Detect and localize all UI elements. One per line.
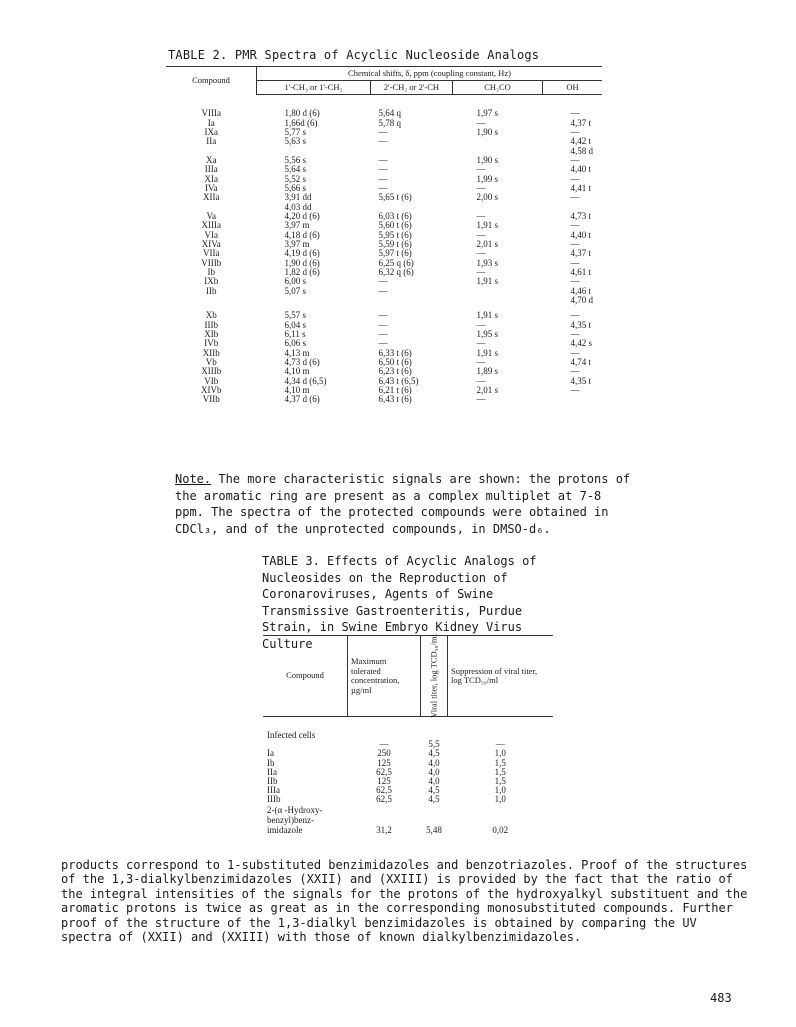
table-row — [263, 740, 553, 749]
t2-col3-cell: 1,90 s — [476, 126, 499, 137]
t3-titer-cell: 5,5 — [428, 739, 440, 750]
t3-suppression-cell: 1,5 — [494, 776, 506, 787]
t2-header-col3: CH₃CO — [453, 81, 543, 95]
t2-col4-cell: — — [570, 192, 580, 203]
t2-col4-cell: 4,61 t — [570, 267, 592, 278]
t3-header-titer — [421, 636, 448, 717]
t3-mtc-cell: — — [379, 739, 389, 750]
t2-col2-cell: 6,43 t (6,5) — [378, 375, 419, 386]
t3-mtc-cell: 62,5 — [376, 785, 392, 796]
t2-col2-cell: 6,50 t (6) — [378, 357, 412, 368]
t3-mtc-cell — [348, 805, 421, 815]
t2-col4-cell: — — [570, 366, 580, 377]
table-row — [166, 137, 602, 146]
t3-mtc-cell: 62,5 — [376, 794, 392, 805]
body-paragraph: products correspond to 1-substituted benzimidazoles and benzotriazoles. Proof of the structures of the 1,3-dialkylbenzimidazoles (XXII) and (XXIII) is provided by the fact that the ratio of the integral intensities of the signals for the protons of the hydroxyalkyl substituent and the aromatic protons is twice as great as in the corresponding monosubstituted compounds. Further proof of the structure of the 1,3-dialkyl benzimidazoles is obtained by comparing the UV spectra of (XXII) and (XXIII) with those of known dialkylbenzimidazoles. — [61, 858, 748, 945]
t2-col4-cell: 4,74 t — [570, 357, 592, 368]
t3-suppression-cell: 1,0 — [494, 785, 506, 796]
pmr-spectra-table — [166, 66, 602, 405]
t2-col2-cell: — — [378, 182, 388, 193]
table-row — [263, 717, 553, 741]
t2-col2-cell: 5,59 t (6) — [378, 238, 412, 249]
t2-col3-cell: — — [476, 357, 486, 368]
t2-col1-cell: 4,19 d (6) — [284, 248, 320, 259]
t2-col1-cell: 5,66 s — [284, 182, 307, 193]
t2-col3-cell: 1,99 s — [476, 173, 499, 184]
t2-compound-cell: XIIIb — [201, 366, 222, 377]
t3-titer-cell: 4,5 — [428, 785, 440, 796]
t2-col3-cell: 1,91 s — [476, 276, 499, 287]
t2-col3-cell: 1,97 s — [476, 108, 499, 119]
t2-col4-cell: 4,46 t — [570, 285, 592, 296]
t2-col4-cell: — — [570, 238, 580, 249]
t2-col1-cell: 4,20 d (6) — [284, 210, 320, 221]
t2-col3-cell: — — [476, 394, 486, 405]
t3-titer-cell: 4,5 — [428, 748, 440, 759]
t2-col1-cell: 1,90 d (6) — [284, 257, 320, 268]
t3-mtc-cell: 125 — [377, 757, 391, 768]
t3-titer-cell — [421, 815, 448, 825]
note-label: Note. — [175, 472, 212, 486]
t3-compound-cell: 2-(α -Hydroxy- — [267, 804, 323, 815]
t2-col2-cell: — — [378, 338, 388, 349]
t2-col1-cell: 3,97 m — [284, 238, 310, 249]
t2-col4-cell: — — [570, 126, 580, 137]
t2-col1-cell: 6,06 s — [284, 338, 307, 349]
t2-col3-cell: 1,91 s — [476, 220, 499, 231]
t2-col3-cell — [453, 296, 543, 305]
t2-compound-cell: IXa — [204, 126, 218, 137]
t2-col2-cell: 5,64 q — [378, 108, 401, 119]
t2-col4-cell: — — [570, 257, 580, 268]
t2-col2-cell: 6,32 q (6) — [378, 267, 414, 278]
t2-compound-cell: VIb — [204, 375, 219, 386]
table-row — [263, 805, 553, 815]
t2-col3-cell: — — [476, 319, 486, 330]
t2-col2-cell: 5,65 t (6) — [378, 192, 412, 203]
table-row — [263, 825, 553, 835]
t2-col4-cell: 4,40 t — [570, 164, 592, 175]
t2-col3-cell: 1,91 s — [476, 347, 499, 358]
t2-compound-cell: IXb — [204, 276, 219, 287]
t2-col2-cell: 6,21 t (6) — [378, 385, 412, 396]
t2-col1-cell: 4,10 m — [284, 385, 310, 396]
t2-col1-cell: 4,03 dd — [284, 201, 312, 212]
t2-compound-cell: XIb — [204, 329, 219, 340]
t3-header-compound: Compound — [263, 636, 348, 717]
t2-col2-cell: — — [378, 329, 388, 340]
t2-col3-cell: — — [476, 210, 486, 221]
t2-col1-cell: 5,77 s — [284, 126, 307, 137]
t2-col2-cell: — — [378, 310, 388, 321]
table-row — [263, 795, 553, 804]
table3-caption: TABLE 3. Effects of Acyclic Analogs of Nucleosides on the Reproduction of Coronaroviruses, Agents of Swine Transmissive Gastroenteritis, Purdue Strain, in Swine Embryo Kidney Virus Culture — [262, 554, 537, 651]
t2-compound-cell: Va — [206, 210, 216, 221]
t2-col2-cell: — — [378, 136, 388, 147]
t2-col2-cell: 5,60 t (6) — [378, 220, 412, 231]
t3-titer-cell — [421, 805, 448, 815]
t3-titer-cell: 4,0 — [428, 757, 440, 768]
table-row — [166, 287, 602, 296]
t2-col3-cell — [453, 137, 543, 146]
t2-col4-cell: — — [570, 220, 580, 231]
t2-col2-cell: — — [378, 319, 388, 330]
table-row — [263, 759, 553, 768]
t2-col3-cell: 1,91 s — [476, 310, 499, 321]
t3-suppression-cell: 1,5 — [494, 757, 506, 768]
t2-compound-cell: Vb — [205, 357, 217, 368]
t3-compound-cell: imidazole — [267, 824, 303, 835]
t2-header-col1: 1'-CH₃ or 1'-CH₂ — [257, 81, 371, 95]
table-row — [263, 815, 553, 825]
t2-col1-cell: 4,34 d (6,5) — [284, 375, 327, 386]
t3-suppression-cell — [448, 815, 554, 825]
t2-col4-cell — [543, 395, 603, 404]
t2-compound-cell: Xb — [205, 310, 217, 321]
t3-suppression-cell: — — [495, 739, 505, 750]
t2-col3-cell: 2,01 s — [476, 238, 499, 249]
t2-compound-cell: VIIa — [203, 248, 220, 259]
t2-compound-cell: Ia — [207, 117, 215, 128]
t3-infected-label: Infected cells — [267, 730, 316, 740]
t3-titer-cell: 4,5 — [428, 794, 440, 805]
antiviral-effects-table — [263, 635, 553, 835]
t3-compound-cell: IIIb — [267, 794, 281, 805]
t2-col1-cell: 1,66d (6) — [284, 117, 318, 128]
t2-col4-cell: — — [570, 329, 580, 340]
t2-compound-cell: IIb — [206, 285, 217, 296]
t2-col3-cell: — — [476, 182, 486, 193]
t2-col3-cell: 1,89 s — [476, 366, 499, 377]
t2-col2-cell: 6,33 t (6) — [378, 347, 412, 358]
t2-header-compound: Compound — [166, 67, 257, 95]
t2-compound-cell: IVa — [205, 182, 218, 193]
t2-col2-cell: — — [378, 126, 388, 137]
t2-col3-cell: — — [476, 248, 486, 259]
t2-col4-cell: — — [570, 154, 580, 165]
t2-col1-cell: 4,73 d (6) — [284, 357, 320, 368]
t3-compound-cell: benzyl)benz- — [267, 814, 314, 825]
t2-col1-cell: 6,11 s — [284, 329, 306, 340]
t2-col4-cell: 4,73 t — [570, 210, 592, 221]
t2-col3-cell: — — [476, 267, 486, 278]
t2-compound-cell: IIIb — [204, 319, 218, 330]
t2-col4-cell: 4,41 t — [570, 182, 592, 193]
table-row — [166, 296, 602, 305]
t2-col4-cell: 4,42 t — [570, 136, 592, 147]
t2-compound-cell: VIa — [204, 229, 218, 240]
t3-mtc-cell: 62,5 — [376, 766, 392, 777]
t2-header-chemical-shifts: Chemical shifts, δ, ppm (coupling constant, Hz) — [257, 67, 603, 81]
t3-suppression-cell — [448, 805, 554, 815]
table-row — [166, 193, 602, 202]
t2-col4-cell: 4,42 s — [570, 338, 593, 349]
t2-col3-cell: — — [476, 117, 486, 128]
table2-note — [175, 471, 635, 537]
table2-caption: TABLE 2. PMR Spectra of Acyclic Nucleoside Analogs — [168, 48, 540, 62]
t3-mtc-cell: 31,2 — [376, 824, 392, 835]
t2-col1-cell: 5,52 s — [284, 173, 307, 184]
t2-col4-cell: — — [570, 173, 580, 184]
t3-titer-cell: 4,0 — [428, 766, 440, 777]
t2-col4-cell: 4,58 d — [570, 145, 593, 156]
t2-compound-cell: XIVb — [201, 385, 222, 396]
t2-header-col2: 2'-CH₂ or 2'-CH — [371, 81, 453, 95]
t2-compound-cell: XIa — [204, 173, 218, 184]
t2-col1-cell — [257, 296, 371, 305]
t3-compound-cell: IIb — [267, 776, 278, 787]
t2-col4-cell: 4,35 t — [570, 375, 592, 386]
t2-compound-cell: XIIa — [203, 192, 220, 203]
t2-col1-cell: 5,07 s — [284, 285, 307, 296]
t2-col2-cell: 6,25 q (6) — [378, 257, 414, 268]
t2-col4-cell: — — [570, 276, 580, 287]
t3-header-mtc: Maximum tolerated concentration, µg/ml — [348, 636, 421, 717]
t2-col1-cell: 5,56 s — [284, 154, 307, 165]
t2-col1-cell: 4,13 m — [284, 347, 310, 358]
t2-col1-cell: 6,04 s — [284, 319, 307, 330]
t2-col4-cell: 4,40 t — [570, 229, 592, 240]
t2-col4-cell: — — [570, 385, 580, 396]
note-text: The more characteristic signals are shown: the protons of the aromatic ring are present as a complex multiplet at 7-8 ppm. The spectra of the protected compounds were obtained in CDCl₃, and of the unprotected compounds, in DMSO-d₆. — [175, 472, 631, 536]
t3-suppression-cell: 0,02 — [492, 824, 509, 835]
t2-col4-cell: — — [570, 310, 580, 321]
t2-compound-cell: XIIIa — [201, 220, 221, 231]
t2-col1-cell: 4,37 d (6) — [284, 394, 320, 405]
t2-col1-cell: 4,18 d (6) — [284, 229, 320, 240]
t3-mtc-cell — [348, 815, 421, 825]
t2-col2-cell: 5,78 q — [378, 117, 401, 128]
table-row — [263, 777, 553, 786]
t2-col3-cell: 2,00 s — [476, 192, 499, 203]
t2-col2-cell: 6,43 t (6) — [378, 394, 412, 405]
t2-col2-cell — [371, 296, 453, 305]
t2-col3-cell: — — [476, 338, 486, 349]
table-row — [263, 786, 553, 795]
t2-col4-cell: 4,37 t — [570, 117, 592, 128]
t2-compound-cell: VIIb — [202, 394, 220, 405]
t2-compound-cell: IVb — [204, 338, 219, 349]
table-row — [263, 768, 553, 777]
t2-compound-cell: XIVa — [201, 238, 221, 249]
t2-col1-cell: 6,00 s — [284, 276, 307, 287]
t3-body — [263, 717, 553, 835]
t2-compound-cell: Ib — [207, 267, 215, 278]
t2-col3-cell: — — [476, 164, 486, 175]
table-row — [166, 95, 602, 119]
t2-col3-cell: 2,01 s — [476, 385, 499, 396]
t2-col2-cell: 6,23 t (6) — [378, 366, 412, 377]
table-row — [166, 165, 602, 174]
t2-col1-cell: 3,97 m — [284, 220, 310, 231]
t2-col3-cell: — — [476, 229, 486, 240]
t2-col1-cell — [257, 146, 371, 155]
t2-col3-cell: 1,95 s — [476, 329, 499, 340]
t2-col2-cell: — — [378, 164, 388, 175]
t3-suppression-cell: 1,0 — [494, 748, 506, 759]
t2-col1-cell: 5,63 s — [284, 136, 307, 147]
t3-compound-cell: Ib — [267, 757, 275, 768]
t3-mtc-cell: 125 — [377, 776, 391, 787]
t3-header-titer-text: Viral titer, log TCD₅₀/ml — [428, 634, 439, 718]
t2-compound-cell — [166, 296, 257, 305]
t3-titer-cell: 4,0 — [428, 776, 440, 787]
t2-col4-cell: — — [570, 347, 580, 358]
t3-suppression-cell: 1,0 — [494, 794, 506, 805]
t2-col1-cell: 3,91 dd — [284, 192, 312, 203]
t2-compound-cell: VIIIb — [201, 257, 222, 268]
t2-col3-cell: 1,90 s — [476, 154, 499, 165]
t2-compound-cell: IIa — [206, 136, 217, 147]
t2-compound-cell: VIIIa — [201, 107, 221, 118]
t2-col3-cell: 1,93 s — [476, 257, 499, 268]
t3-header-suppression: Suppression of viral titer, log TCD₅₀/ml — [448, 636, 554, 717]
t3-titer-cell: 5,48 — [426, 824, 442, 835]
t2-col3-cell: — — [476, 375, 486, 386]
t2-col1-cell: 5,64 s — [284, 164, 307, 175]
t2-col2-cell: — — [378, 276, 388, 287]
t3-compound-cell: IIIa — [267, 785, 280, 796]
t2-col3-cell — [453, 202, 543, 211]
t2-header-col4: OH — [543, 81, 603, 95]
t2-col2-cell: 5,97 t (6) — [378, 248, 412, 259]
t2-col4-cell: 4,37 t — [570, 248, 592, 259]
t2-col1-cell: 1,80 d (6) — [284, 108, 320, 119]
t2-col1-cell: 4,10 m — [284, 366, 310, 377]
t3-compound-cell — [263, 740, 348, 749]
t2-compound-cell: XIIb — [202, 347, 220, 358]
t2-col2-cell: — — [378, 285, 388, 296]
t3-compound-cell: Ia — [267, 748, 274, 759]
t2-col2-cell: 5,95 t (6) — [378, 229, 412, 240]
t2-col1-cell: 1,82 d (6) — [284, 267, 320, 278]
page-number: 483 — [710, 991, 732, 1005]
t3-mtc-cell: 250 — [377, 748, 391, 759]
t2-col1-cell: 5,57 s — [284, 310, 307, 321]
t2-col4-cell: 4,70 d — [570, 295, 593, 306]
t2-col2-cell: — — [378, 173, 388, 184]
table-row — [166, 395, 602, 404]
t3-compound-cell: IIa — [267, 766, 277, 777]
t2-col2-cell: — — [378, 154, 388, 165]
t2-compound-cell: IIIa — [204, 164, 218, 175]
table-row — [263, 749, 553, 758]
t2-col3-cell — [453, 287, 543, 296]
t2-col4-cell: 4,35 t — [570, 319, 592, 330]
t3-suppression-cell: 1,5 — [494, 766, 506, 777]
t2-body — [166, 95, 602, 405]
t2-col4-cell: — — [570, 108, 580, 119]
t2-col2-cell: 6,03 t (6) — [378, 210, 412, 221]
t2-compound-cell: Xa — [206, 154, 217, 165]
